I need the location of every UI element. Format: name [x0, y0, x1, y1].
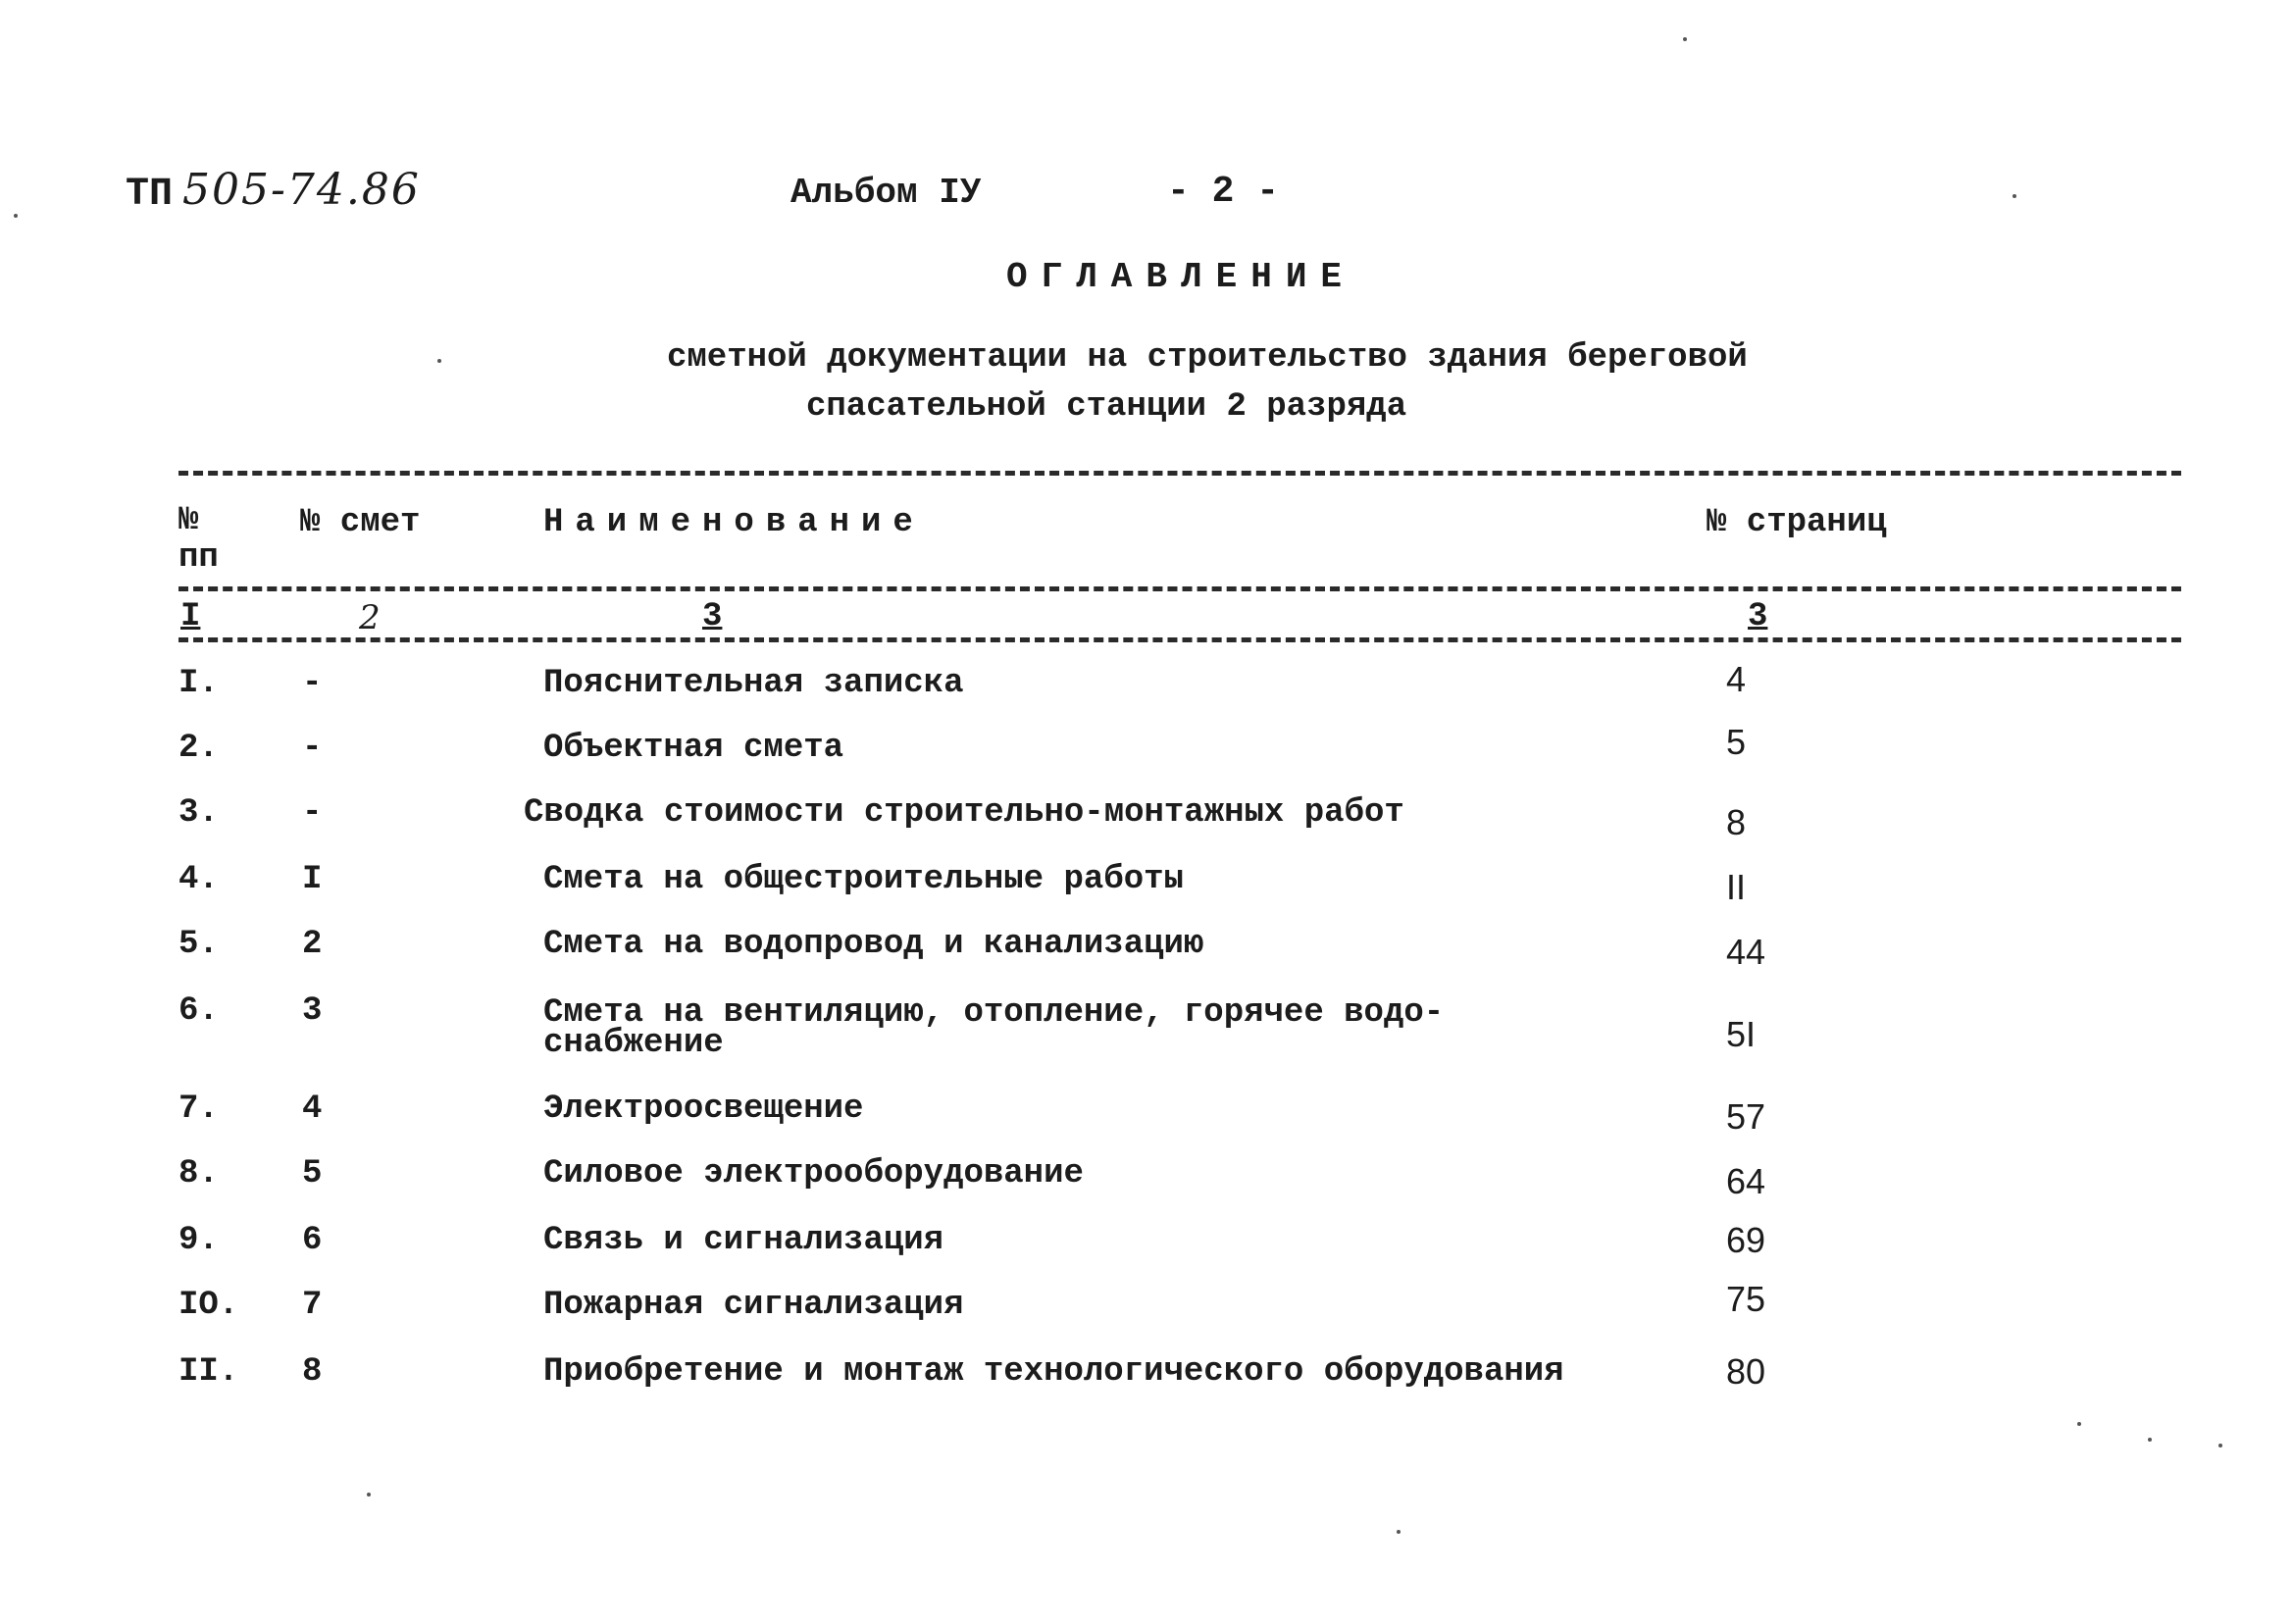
row-name: Смета на общестроительные работы — [543, 861, 1184, 898]
column-header-number-line2: пп — [178, 539, 219, 577]
table-top-rule — [178, 471, 2181, 476]
column-header-pages: № страниц — [1707, 504, 1887, 541]
column-number-2: 2 — [359, 598, 381, 637]
row-index: IO. — [178, 1287, 239, 1324]
scan-speck — [14, 214, 18, 218]
row-page: 8 — [1726, 802, 1747, 842]
subtitle-line-1: сметной документации на строительство здания береговой — [667, 339, 1748, 377]
column-header-estimate: № смет — [300, 504, 421, 541]
scan-speck — [437, 359, 441, 363]
tp-prefix: ТП — [126, 173, 174, 217]
album-label: Альбом IУ — [790, 173, 982, 213]
scan-speck — [2077, 1422, 2081, 1426]
tp-code-handwritten: 505-74.86 — [182, 165, 421, 215]
row-index: 6. — [178, 992, 219, 1030]
row-index: 3. — [178, 794, 219, 832]
column-numbers-rule — [178, 637, 2181, 642]
row-name-continuation: снабжение — [543, 1025, 724, 1062]
row-estimate: 5 — [302, 1155, 323, 1193]
row-name: Силовое электрооборудование — [543, 1155, 1084, 1193]
row-page: 80 — [1726, 1351, 1766, 1392]
row-name: Приобретение и монтаж технологического оборудования — [543, 1353, 1564, 1391]
row-name: Сводка стоимости строительно-монтажных работ — [524, 794, 1404, 832]
header-separator-rule — [178, 586, 2181, 591]
row-index: 5. — [178, 926, 219, 963]
row-name: Пояснительная записка — [543, 665, 964, 702]
row-estimate: 4 — [302, 1091, 323, 1128]
column-header-number — [178, 502, 219, 577]
row-page: 4 — [1726, 659, 1747, 699]
scan-speck — [1397, 1530, 1401, 1534]
scan-speck — [2148, 1438, 2152, 1442]
scan-speck — [367, 1493, 371, 1497]
row-estimate: 3 — [302, 992, 323, 1030]
row-estimate: 2 — [302, 926, 323, 963]
scan-speck — [1683, 37, 1687, 41]
row-name: Объектная смета — [543, 730, 844, 767]
row-estimate: 8 — [302, 1353, 323, 1391]
row-page: 5 — [1726, 722, 1747, 762]
row-estimate: - — [302, 794, 323, 832]
row-page: 44 — [1726, 932, 1766, 972]
row-index: I. — [178, 665, 219, 702]
row-index: 7. — [178, 1091, 219, 1128]
column-number-1: I — [180, 598, 201, 635]
page-number: - 2 - — [1167, 171, 1280, 213]
row-name: Связь и сигнализация — [543, 1222, 944, 1259]
row-page: 5I — [1726, 1014, 1757, 1054]
document-code — [126, 165, 421, 217]
row-estimate: 7 — [302, 1287, 323, 1324]
row-page: II — [1726, 867, 1747, 907]
subtitle-line-2: спасательной станции 2 разряда — [806, 388, 1407, 426]
row-estimate: - — [302, 730, 323, 767]
row-name: Пожарная сигнализация — [543, 1287, 964, 1324]
row-page: 69 — [1726, 1220, 1766, 1260]
scan-speck — [2013, 194, 2016, 198]
row-index: 4. — [178, 861, 219, 898]
row-estimate: I — [302, 861, 323, 898]
scan-speck — [2218, 1444, 2222, 1447]
row-index: II. — [178, 1353, 239, 1391]
column-number-3: 3 — [702, 598, 723, 635]
column-header-number-line1: № — [178, 502, 199, 539]
row-name: Электроосвещение — [543, 1091, 864, 1128]
row-page: 75 — [1726, 1279, 1766, 1319]
row-index: 9. — [178, 1222, 219, 1259]
row-estimate: 6 — [302, 1222, 323, 1259]
row-name: Смета на вентиляцию, отопление, горячее водо- — [543, 994, 1445, 1032]
row-page: 57 — [1726, 1096, 1766, 1137]
row-index: 2. — [178, 730, 219, 767]
row-page: 64 — [1726, 1161, 1766, 1201]
column-number-4: 3 — [1748, 598, 1768, 635]
column-header-name: Наименование — [543, 504, 925, 541]
row-name: Смета на водопровод и канализацию — [543, 926, 1204, 963]
row-index: 8. — [178, 1155, 219, 1193]
document-title: ОГЛАВЛЕНИЕ — [1006, 257, 1356, 297]
row-estimate: - — [302, 665, 323, 702]
